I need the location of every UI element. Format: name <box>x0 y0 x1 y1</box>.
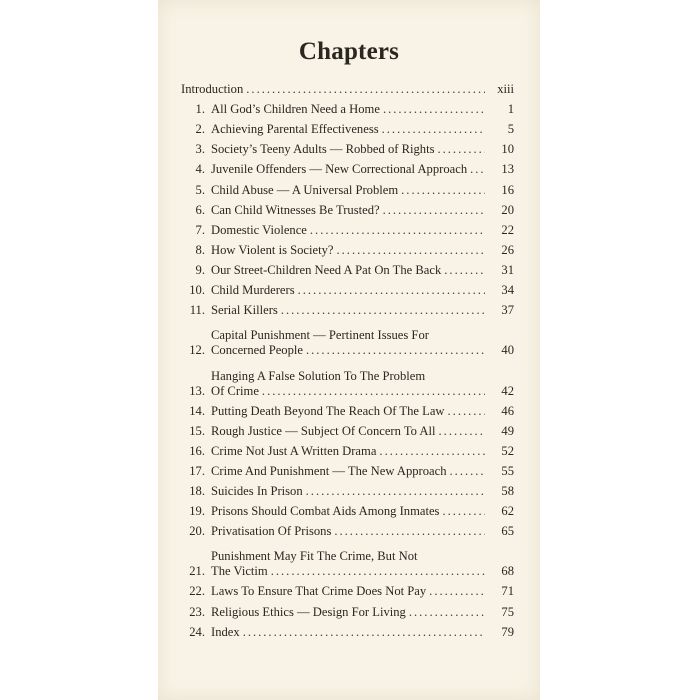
toc-entry-title: Introduction <box>181 82 244 97</box>
toc-entry-number: 6. <box>195 202 205 217</box>
toc-entry-title-continued: The Victim <box>211 564 268 579</box>
toc-entry-number: 15. <box>189 423 205 438</box>
toc-entry <box>181 419 514 439</box>
toc-entry-title: Suicides In Prison <box>211 483 303 498</box>
toc-entry-title-continued: Of Crime <box>211 383 259 398</box>
toc-entry-page: 5 <box>507 122 514 137</box>
toc-entry <box>181 399 514 419</box>
toc-entry <box>181 620 514 640</box>
toc-entry-number: 24. <box>189 624 205 639</box>
toc-entry-page: 49 <box>501 423 514 438</box>
toc-entry-page: 20 <box>501 202 514 217</box>
toc-entry-number: 23. <box>189 604 205 619</box>
toc-entry-title: Can Child Witnesses Be Trusted? <box>211 202 380 217</box>
page-title: Chapters <box>298 38 400 65</box>
toc-entry-number: 13. <box>189 383 205 398</box>
dot-leader <box>409 605 485 620</box>
toc-entry-page: 55 <box>501 463 514 478</box>
toc-entry-page: 26 <box>501 242 514 257</box>
dot-leader <box>442 504 485 519</box>
toc-entry-page: 68 <box>501 564 514 579</box>
dot-leader <box>448 404 485 419</box>
toc-entry <box>181 439 514 459</box>
dot-leader <box>429 584 485 599</box>
toc-entry <box>181 157 514 177</box>
toc-entry <box>181 238 514 258</box>
toc-entry <box>181 459 514 479</box>
toc-entry-title: Rough Justice — Subject Of Concern To All <box>211 423 436 438</box>
dot-leader <box>437 142 485 157</box>
toc-entry <box>181 358 514 398</box>
toc-entry-number: 5. <box>195 182 205 197</box>
toc-entry-title: Crime Not Just A Written Drama <box>211 443 377 458</box>
toc-entry-number: 17. <box>189 463 205 478</box>
toc-entry-page: 16 <box>501 182 514 197</box>
toc-entry-title: Child Abuse — A Universal Problem <box>211 182 399 197</box>
toc-entry-title: Index <box>211 624 240 639</box>
toc-entry-page: 79 <box>501 624 514 639</box>
toc-entry-title: Serial Killers <box>211 303 278 318</box>
dot-leader <box>470 162 485 177</box>
toc-entry <box>181 298 514 318</box>
toc-entry-introduction <box>181 77 514 97</box>
toc-entry-number: 7. <box>195 222 205 237</box>
toc-entry-title: Capital Punishment — Pertinent Issues For <box>211 328 429 343</box>
dot-leader <box>262 384 485 399</box>
toc-entry-title: Achieving Parental Effectiveness <box>211 122 379 137</box>
toc-entry <box>181 599 514 619</box>
toc-entry-number: 10. <box>189 283 205 298</box>
toc-entry <box>181 198 514 218</box>
toc-entry-number: 11. <box>189 303 205 318</box>
toc-entry-number: 19. <box>189 504 205 519</box>
dot-leader <box>334 524 485 539</box>
toc-entry-number: 21. <box>189 564 205 579</box>
toc-entry-page: 65 <box>501 524 514 539</box>
toc-entry-page: 75 <box>501 604 514 619</box>
toc-entry-page: 52 <box>501 443 514 458</box>
toc-entry-title: Domestic Violence <box>211 222 307 237</box>
toc-entry-title: Crime And Punishment — The New Approach <box>211 463 447 478</box>
toc-entry <box>181 579 514 599</box>
dot-leader <box>401 183 485 198</box>
toc-entry-title: Child Murderers <box>211 283 295 298</box>
toc-entry-title: Privatisation Of Prisons <box>211 524 332 539</box>
book-page <box>158 0 540 700</box>
dot-leader <box>243 625 485 640</box>
toc-entry <box>181 519 514 539</box>
toc-entry-title: All God’s Children Need a Home <box>211 102 380 117</box>
dot-leader <box>382 122 485 137</box>
toc-entry-number: 22. <box>189 584 205 599</box>
toc-entry-page: 58 <box>501 483 514 498</box>
toc-entry-number: 9. <box>195 262 205 277</box>
toc-entry <box>181 218 514 238</box>
table-of-contents <box>181 77 514 640</box>
toc-entry-page: 37 <box>501 303 514 318</box>
toc-entry <box>181 499 514 519</box>
toc-entry-page: 22 <box>501 222 514 237</box>
toc-entry-page: 71 <box>501 584 514 599</box>
toc-entry-page: 1 <box>507 102 514 117</box>
dot-leader <box>383 203 485 218</box>
toc-entry-number: 20. <box>189 524 205 539</box>
toc-entry-number: 12. <box>189 343 205 358</box>
toc-entry <box>181 258 514 278</box>
toc-entry-page: 34 <box>501 283 514 298</box>
toc-entry-number: 3. <box>195 142 205 157</box>
toc-entry-title: Punishment May Fit The Crime, But Not <box>211 549 418 564</box>
toc-entry-title: Religious Ethics — Design For Living <box>211 604 406 619</box>
toc-entry <box>181 479 514 499</box>
toc-entry-title: Society’s Teeny Adults — Robbed of Rights <box>211 142 435 157</box>
toc-entry-page: 10 <box>501 142 514 157</box>
toc-entry <box>181 177 514 197</box>
toc-entry-title: Our Street-Children Need A Pat On The Back <box>211 262 442 277</box>
dot-leader <box>383 102 485 117</box>
toc-entry <box>181 318 514 358</box>
toc-entry-page: 42 <box>501 383 514 398</box>
dot-leader <box>246 82 485 97</box>
toc-entry-page: xiii <box>497 82 514 97</box>
toc-entry-number: 16. <box>189 443 205 458</box>
toc-entry <box>181 278 514 298</box>
dot-leader <box>337 243 486 258</box>
toc-entry-page: 40 <box>501 343 514 358</box>
dot-leader <box>310 223 485 238</box>
dot-leader <box>298 283 485 298</box>
toc-entry-number: 4. <box>195 162 205 177</box>
dot-leader <box>379 444 485 459</box>
toc-entry-title: Prisons Should Combat Aids Among Inmates <box>211 504 440 519</box>
toc-entry <box>181 117 514 137</box>
dot-leader <box>306 343 485 358</box>
toc-entry <box>181 137 514 157</box>
toc-entry-number: 18. <box>189 483 205 498</box>
dot-leader <box>450 464 485 479</box>
dot-leader <box>444 263 485 278</box>
toc-entry-page: 46 <box>501 403 514 418</box>
toc-entry-number: 1. <box>195 102 205 117</box>
toc-entry-title-continued: Concerned People <box>211 343 303 358</box>
dot-leader <box>271 564 485 579</box>
toc-entry-number: 8. <box>195 242 205 257</box>
toc-entry <box>181 97 514 117</box>
toc-entry-title: Laws To Ensure That Crime Does Not Pay <box>211 584 427 599</box>
toc-entry-title: How Violent is Society? <box>211 242 334 257</box>
toc-entry-title: Hanging A False Solution To The Problem <box>211 368 426 383</box>
dot-leader <box>306 484 485 499</box>
dot-leader <box>281 303 485 318</box>
toc-entry-title: Putting Death Beyond The Reach Of The Law <box>211 403 445 418</box>
toc-entry-page: 62 <box>501 504 514 519</box>
toc-entry <box>181 539 514 579</box>
toc-entry-number: 14. <box>189 403 205 418</box>
toc-entry-page: 13 <box>501 162 514 177</box>
toc-entry-title: Juvenile Offenders — New Correctional Approach <box>211 162 468 177</box>
toc-entry-number: 2. <box>195 122 205 137</box>
toc-entry-page: 31 <box>501 262 514 277</box>
dot-leader <box>439 424 485 439</box>
